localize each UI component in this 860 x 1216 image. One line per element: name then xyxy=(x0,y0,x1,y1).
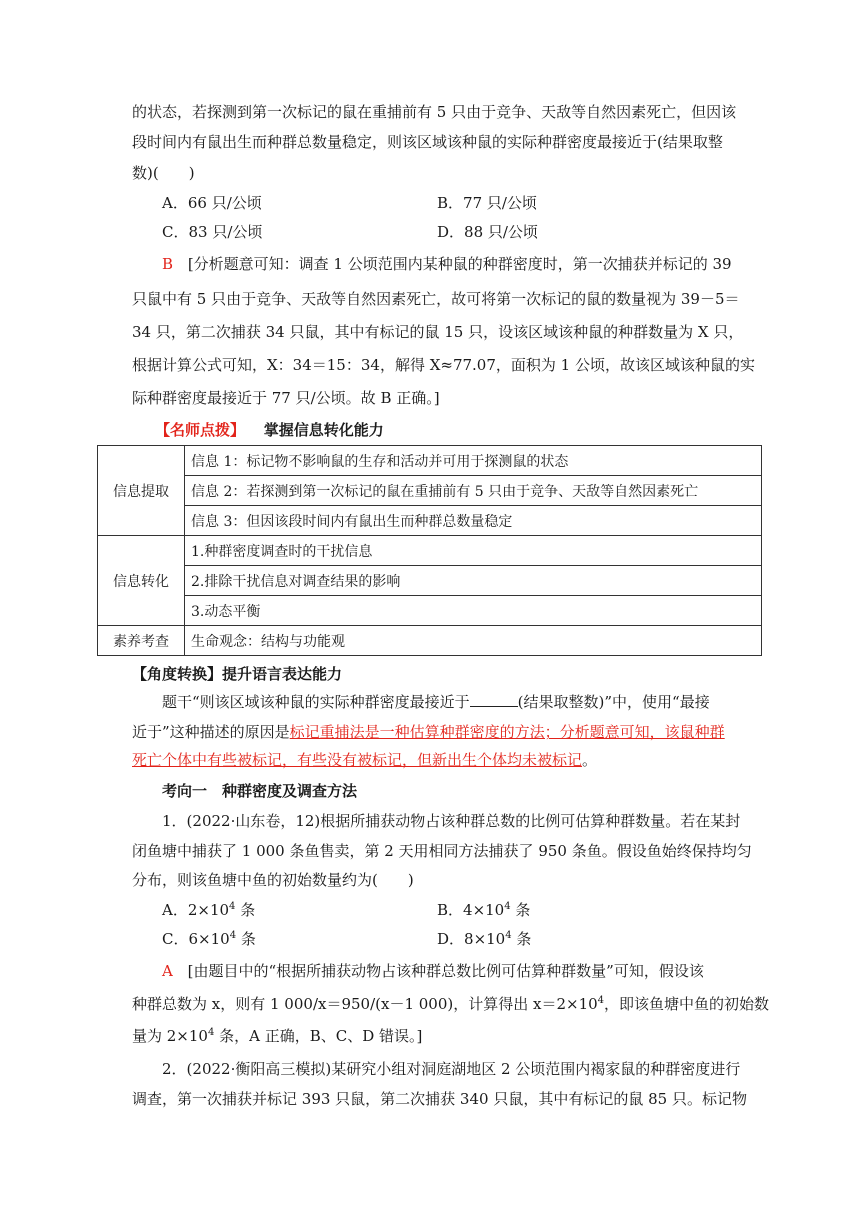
option-text: B．4×10 xyxy=(437,901,505,919)
angle-text-line xyxy=(132,722,725,742)
answer-line xyxy=(162,961,704,981)
table-group-head: 信息提取 xyxy=(98,446,185,536)
table-row xyxy=(98,596,762,626)
section-title: 考向一 种群密度及调查方法 xyxy=(162,782,358,800)
angle-text: 。 xyxy=(582,751,598,769)
angle-text-line xyxy=(132,750,597,770)
table-cell: 3.动态平衡 xyxy=(185,596,762,626)
answer-text: ，即该鱼塘中鱼的初始数 xyxy=(604,995,770,1013)
unit: 条 xyxy=(235,901,256,919)
option-b: B．77 只/公顷 xyxy=(437,194,537,212)
answer-text-line xyxy=(132,994,769,1014)
option-d xyxy=(437,929,531,949)
answer-text: 条，A 正确，B、C、D 错误。] xyxy=(214,1027,423,1045)
exponent: 4 xyxy=(504,901,511,912)
table-cell: 信息 2：若探测到第一次标记的鼠在重捕前有 5 只由于竞争、天敌等自然因素死亡 xyxy=(185,476,762,506)
table-group-head: 素养考查 xyxy=(98,626,185,656)
option-text: C．6×10 xyxy=(162,930,230,948)
option-c xyxy=(162,929,256,949)
fill-blank xyxy=(470,692,518,707)
unit: 条 xyxy=(236,930,256,948)
angle-title: 【角度转换】提升语言表达能力 xyxy=(132,665,343,683)
answer-text-line: 际种群密度最接近于 77 只/公顷。故 B 正确。] xyxy=(132,389,440,407)
unit: 条 xyxy=(510,901,531,919)
exponent: 4 xyxy=(229,930,237,941)
option-d: D．88 只/公顷 xyxy=(437,223,538,241)
tip-tag: 【名师点拨】 xyxy=(155,421,246,439)
angle-text: 题干“则该区域该种鼠的实际种群密度最接近于 xyxy=(162,693,470,711)
answer-text: 量为 2×10 xyxy=(132,1027,208,1045)
table-row xyxy=(98,566,762,596)
question-text-line: 数)( ) xyxy=(132,164,195,182)
option-a xyxy=(162,900,255,920)
answer-letter: B xyxy=(162,255,174,273)
angle-answer: 标记重捕法是一种估算种群密度的方法；分析题意可知，该鼠种群 xyxy=(289,723,725,741)
question-text-line: 的状态，若探测到第一次标记的鼠在重捕前有 5 只由于竞争、天敌等自然因素死亡，但因该 xyxy=(132,103,737,121)
answer-text: [分析题意可知：调查 1 公顷范围内某种鼠的种群密度时，第一次捕获并标记的 39 xyxy=(187,255,732,273)
question-text-line: 调查，第一次捕获并标记 393 只鼠，第二次捕获 340 只鼠，其中有标记的鼠 85 只。标记物 xyxy=(132,1090,747,1108)
question-text-line: 闭鱼塘中捕获了 1 000 条鱼售卖，第 2 天用相同方法捕获了 950 条鱼。假设鱼始终保持均匀 xyxy=(132,842,752,860)
angle-text: 近于”这种描述的原因是 xyxy=(132,723,290,741)
answer-text-line: 34 只，第二次捕获 34 只鼠，其中有标记的鼠 15 只，设该区域该种鼠的种群数量为 X 只， xyxy=(132,323,744,341)
table-cell: 生命观念：结构与功能观 xyxy=(185,626,762,656)
table-cell: 1.种群密度调查时的干扰信息 xyxy=(185,536,762,566)
answer-text: 种群总数为 x，则有 1 000/x＝950/(x－1 000)，计算得出 x＝2×10 xyxy=(132,995,598,1013)
tip-header xyxy=(155,420,384,440)
table-row xyxy=(98,506,762,536)
table-cell: 信息 3：但因该段时间内有鼠出生而种群总数量稳定 xyxy=(185,506,762,536)
question-text-line: 分布，则该鱼塘中鱼的初始数量约为( ) xyxy=(132,871,414,889)
option-a: A．66 只/公顷 xyxy=(162,194,262,212)
exponent: 4 xyxy=(229,901,236,912)
table-cell: 信息 1：标记物不影响鼠的生存和活动并可用于探测鼠的状态 xyxy=(185,446,762,476)
option-b xyxy=(437,900,530,920)
table-row xyxy=(98,536,762,566)
answer-text-line: 只鼠中有 5 只由于竞争、天敌等自然因素死亡，故可将第一次标记的鼠的数量视为 39－5＝ xyxy=(132,290,740,308)
question-text-line: 2．(2022·衡阳高三模拟)某研究小组对洞庭湖地区 2 公顷范围内褐家鼠的种群密度进行 xyxy=(162,1060,741,1078)
exponent: 4 xyxy=(597,995,605,1006)
answer-text-line: 根据计算公式可知，X：34＝15：34，解得 X≈77.07，面积为 1 公顷，故该区域该种鼠的实 xyxy=(132,356,755,374)
answer-text-line xyxy=(132,1026,422,1046)
info-table xyxy=(97,445,762,656)
option-text: D．8×10 xyxy=(437,930,506,948)
answer-letter: A xyxy=(162,962,173,980)
angle-text: (结果取整数)”中，使用“最接 xyxy=(517,693,710,711)
question-text-line: 段时间内有鼠出生而种群总数量稳定，则该区域该种鼠的实际种群密度最接近于(结果取整 xyxy=(132,133,723,151)
question-text-line: 1．(2022·山东卷，12)根据所捕获动物占该种群总数的比例可估算种群数量。若在某封 xyxy=(162,812,741,830)
unit: 条 xyxy=(511,930,532,948)
answer-text: [由题目中的“根据所捕获动物占该种群总数比例可估算种群数量”可知，假设该 xyxy=(187,962,704,980)
exponent: 4 xyxy=(505,930,512,941)
table-group-head: 信息转化 xyxy=(98,536,185,626)
angle-text-line xyxy=(162,692,710,712)
option-text: A．2×10 xyxy=(162,901,230,919)
tip-title: 掌握信息转化能力 xyxy=(263,421,384,439)
table-row xyxy=(98,626,762,656)
option-c: C．83 只/公顷 xyxy=(162,223,263,241)
table-row xyxy=(98,476,762,506)
table-cell: 2.排除干扰信息对调查结果的影响 xyxy=(185,566,762,596)
table-row xyxy=(98,446,762,476)
angle-answer: 死亡个体中有些被标记，有些没有被标记，但新出生个体均未被标记 xyxy=(132,751,583,769)
answer-line xyxy=(162,254,732,274)
exponent: 4 xyxy=(207,1027,215,1038)
